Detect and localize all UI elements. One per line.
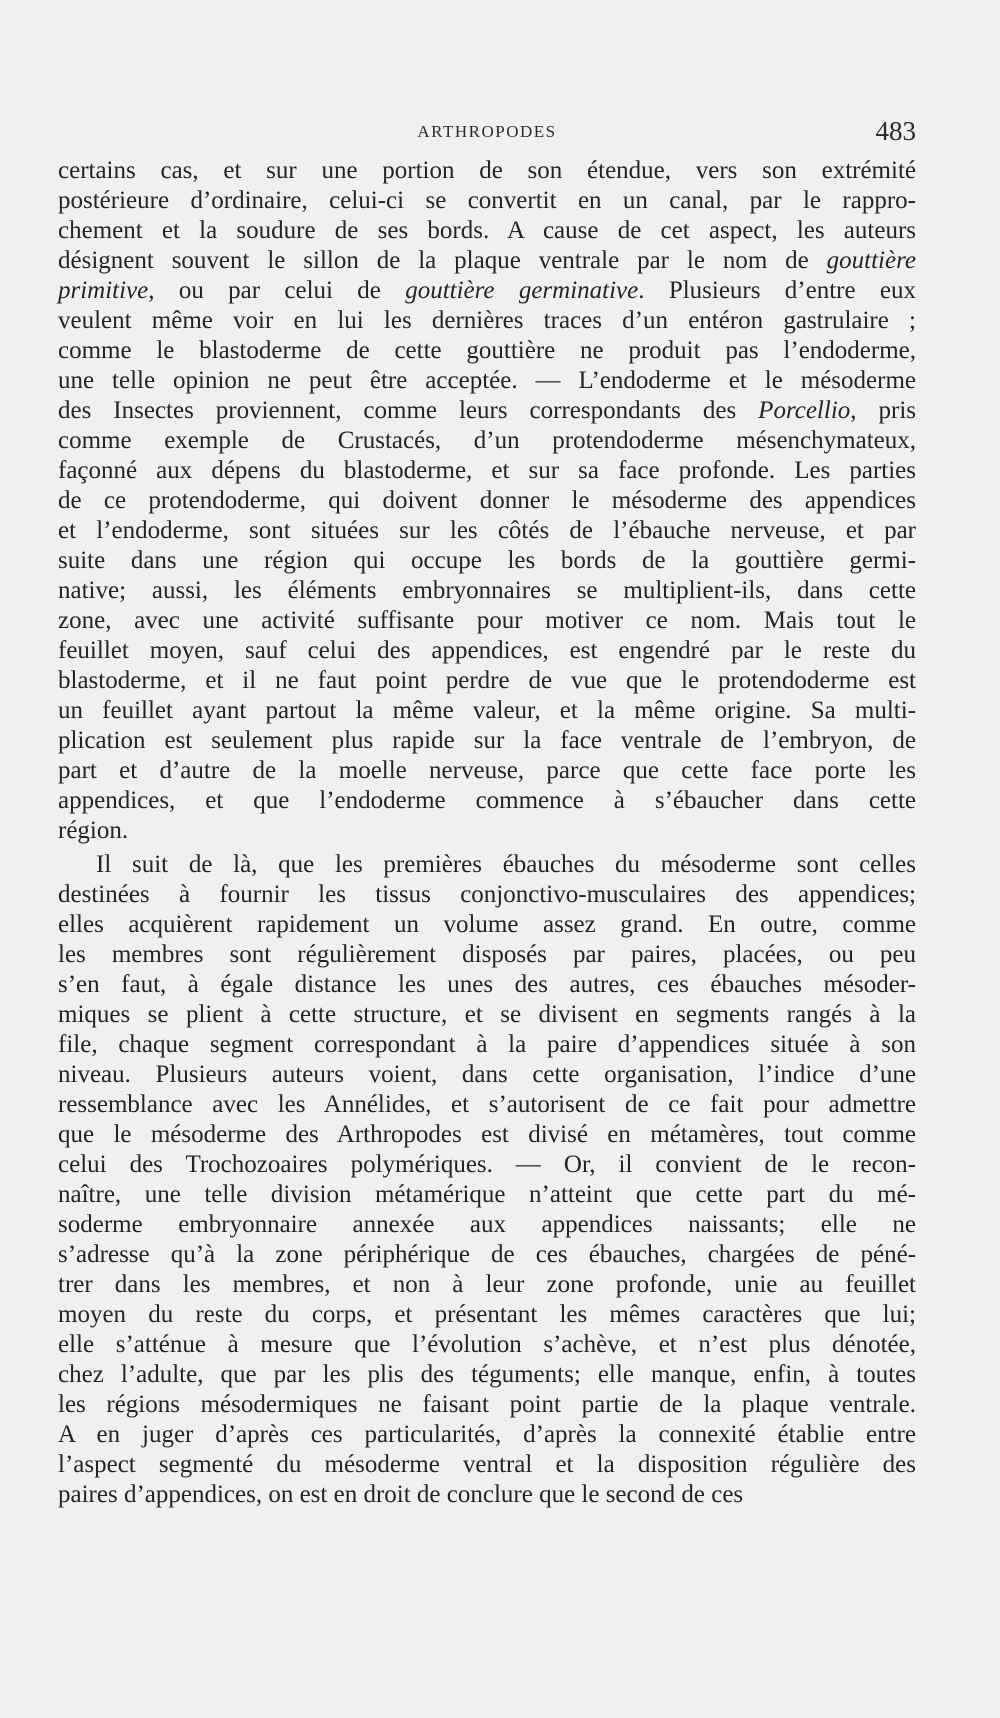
text-line: part et d’autre de la moelle nerveuse, parce que cette face porte les: [58, 757, 916, 784]
text-line: soderme embryonnaire annexée aux appendices naissants; elle ne: [58, 1211, 916, 1238]
text-line: région.: [58, 817, 129, 844]
text-line: miques se plient à cette structure, et se divisent en segments rangés à la: [58, 1001, 916, 1028]
text-line: ressemblance avec les Annélides, et s’autorisent de ce fait pour admettre: [58, 1091, 916, 1118]
text-line: façonné aux dépens du blastoderme, et sur sa face profonde. Les parties: [58, 457, 916, 484]
text-line: s’adresse qu’à la zone périphérique de ces ébauches, chargées de péné-: [58, 1241, 916, 1268]
text-line: niveau. Plusieurs auteurs voient, dans cette organisation, l’indice d’une: [58, 1061, 916, 1088]
text-line: native; aussi, les éléments embryonnaires se multiplient-ils, dans cette: [58, 577, 916, 604]
text-line: et l’endoderme, sont situées sur les côtés de l’ébauche nerveuse, et par: [58, 517, 916, 544]
text-line: les régions mésodermiques ne faisant point partie de la plaque ventrale.: [58, 1391, 916, 1418]
text-line: elles acquièrent rapidement un volume assez grand. En outre, comme: [58, 911, 916, 938]
text-line: blastoderme, et il ne faut point perdre de vue que le protendoderme est: [58, 667, 916, 694]
text-line: file, chaque segment correspondant à la paire d’appendices située à son: [58, 1031, 916, 1058]
running-head: [58, 116, 916, 150]
text-line: une telle opinion ne peut être acceptée. — L’endoderme et le mésoderme: [58, 367, 916, 394]
text-line: de ce protendoderme, qui doivent donner le mésoderme des appendices: [58, 487, 916, 514]
text-line: Il suit de là, que les premières ébauches du mésoderme sont celles: [96, 851, 916, 878]
text-line: appendices, et que l’endoderme commence à s’ébaucher dans cette: [58, 787, 916, 814]
text-line: chement et la soudure de ses bords. A cause de cet aspect, les auteurs: [58, 217, 916, 244]
text-line: comme le blastoderme de cette gouttière ne produit pas l’endoderme,: [58, 337, 916, 364]
text-line: certains cas, et sur une portion de son étendue, vers son extrémité: [58, 157, 916, 184]
text-line: destinées à fournir les tissus conjonctivo-musculaires des appendices;: [58, 881, 916, 908]
text-line: plication est seulement plus rapide sur la face ventrale de l’embryon, de: [58, 727, 916, 754]
text-line: s’en faut, à égale distance les unes des autres, ces ébauches mésoder-: [58, 971, 916, 998]
text-line: veulent même voir en lui les dernières traces d’un entéron gastrulaire ;: [58, 307, 916, 334]
running-title: ARTHROPODES: [417, 122, 557, 141]
text-line: des Insectes proviennent, comme leurs correspondants des Porcellio, pris: [58, 397, 917, 424]
text-line: elle s’atténue à mesure que l’évolution s’achève, et n’est plus dénotée,: [58, 1331, 916, 1358]
text-line: moyen du reste du corps, et présentant les mêmes caractères que lui;: [58, 1301, 916, 1328]
paragraph-2: [58, 850, 916, 1510]
text-line: chez l’adulte, que par les plis des téguments; elle manque, enfin, à toutes: [58, 1361, 916, 1388]
body-text: [58, 156, 916, 1510]
text-line: l’aspect segmenté du mésoderme ventral et la disposition régulière des: [58, 1451, 916, 1478]
text-line: celui des Trochozoaires polymériques. — Or, il convient de le recon-: [58, 1151, 916, 1178]
text-line: les membres sont régulièrement disposés par paires, placées, ou peu: [58, 941, 916, 968]
text-line: trer dans les membres, et non à leur zone profonde, unie au feuillet: [58, 1271, 916, 1298]
text-line: un feuillet ayant partout la même valeur, et la même origine. Sa multi-: [58, 697, 916, 724]
text-line: zone, avec une activité suffisante pour motiver ce nom. Mais tout le: [58, 607, 916, 634]
text-line: A en juger d’après ces particularités, d’après la connexité établie entre: [58, 1421, 916, 1448]
text-line: comme exemple de Crustacés, d’un protendoderme mésenchymateux,: [58, 427, 916, 454]
page-number: 483: [875, 116, 916, 146]
text-line: paires d’appendices, on est en droit de conclure que le second de ces: [58, 1481, 744, 1508]
text-line: que le mésoderme des Arthropodes est divisé en métamères, tout comme: [58, 1121, 916, 1148]
text-line: primitive, ou par celui de gouttière germinative. Plusieurs d’entre eux: [58, 277, 916, 304]
text-line: feuillet moyen, sauf celui des appendices, est engendré par le reste du: [58, 637, 916, 664]
paragraph-1: [58, 156, 916, 846]
text-line: suite dans une région qui occupe les bords de la gouttière germi-: [58, 547, 916, 574]
text-line: naître, une telle division métamérique n’atteint que cette part du mé-: [58, 1181, 916, 1208]
text-line: postérieure d’ordinaire, celui-ci se convertit en un canal, par le rappro-: [58, 187, 916, 214]
text-line: désignent souvent le sillon de la plaque ventrale par le nom de gouttière: [58, 247, 916, 274]
